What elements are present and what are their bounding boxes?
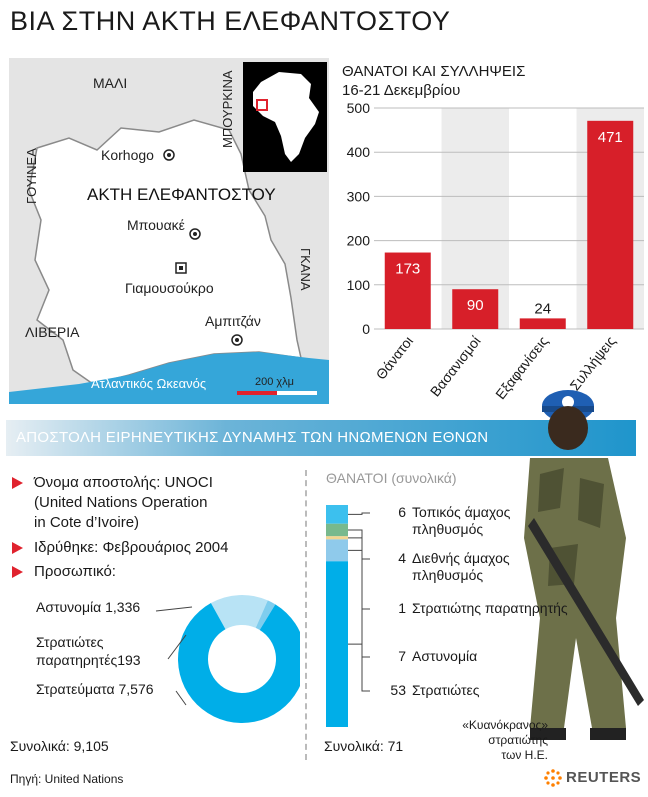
ivory-coast-map bbox=[9, 58, 329, 404]
bar-value-label: 173 bbox=[395, 260, 421, 278]
bar-tick-label: 0 bbox=[362, 321, 370, 337]
bar-category-label: Εξαφανίσεις bbox=[492, 332, 552, 403]
stack-leader-line bbox=[348, 644, 370, 691]
scale-bar-white bbox=[277, 391, 317, 395]
bar-category-label: Βασανισμοί bbox=[426, 332, 484, 400]
mission-name: Όνομα αποστολής: UNOCI bbox=[34, 474, 213, 491]
bar-value-label: 471 bbox=[597, 128, 623, 146]
stack-category-label: Στρατιώτες bbox=[412, 682, 480, 698]
bar-3 bbox=[587, 121, 633, 329]
stack-category-label-2: πληθυσμός bbox=[412, 521, 484, 537]
bar-2 bbox=[520, 318, 566, 329]
donut-label-troops: Στρατεύματα 7,576 bbox=[36, 681, 154, 697]
mission-name-item bbox=[12, 473, 302, 535]
stack-segment-0 bbox=[326, 505, 348, 524]
banner-text: ΑΠΟΣΤΟΛΗ ΕΙΡΗΝΕΥΤΙΚΗΣ ΔΥΝΑΜΗΣ ΤΩΝ ΗΝΩΜΕΝΩΝ ΕΘΝΩΝ bbox=[16, 429, 489, 446]
label-ivory-coast: ΑΚΤΗ ΕΛΕΦΑΝΤΟΣΤΟΥ bbox=[87, 185, 276, 204]
personnel-donut-chart bbox=[0, 585, 300, 760]
page-title: ΒΙΑ ΣΤΗΝ ΑΚΤΗ ΕΛΕΦΑΝΤΟΣΤΟΥ bbox=[10, 6, 451, 36]
label-mali: ΜΑΛΙ bbox=[93, 75, 128, 91]
donut-label-observers-2: παρατηρητές193 bbox=[36, 652, 141, 668]
label-abidjan: Αμπιτζάν bbox=[205, 313, 261, 329]
donut-slices bbox=[178, 595, 300, 723]
stack-value-label: 1 bbox=[398, 600, 406, 616]
personnel-title: Προσωπικό: bbox=[34, 563, 116, 580]
stack-segment-2 bbox=[326, 536, 348, 539]
stack-segment-1 bbox=[326, 524, 348, 537]
section-divider bbox=[305, 470, 307, 760]
label-bouake: Μπουακέ bbox=[127, 217, 185, 233]
caption-line-2: στρατιώτης bbox=[488, 733, 548, 747]
bar-value-label: 24 bbox=[534, 300, 552, 318]
leader-troops bbox=[176, 691, 186, 705]
bullet-triangle-icon bbox=[12, 566, 23, 578]
bullet-triangle-icon bbox=[12, 477, 23, 489]
donut-label-observers-1: Στρατιώτες bbox=[36, 634, 104, 650]
stack-segment-3 bbox=[326, 539, 348, 561]
stack-category-label: Τοπικός άμαχος bbox=[412, 504, 511, 520]
mission-fullname-2: in Cote d’Ivoire) bbox=[34, 514, 140, 531]
donut-total: Συνολικά: 9,105 bbox=[10, 738, 109, 754]
deaths-arrests-chart bbox=[330, 58, 648, 420]
bar-tick-label: 500 bbox=[346, 100, 370, 116]
reuters-wordmark: REUTERS bbox=[566, 769, 642, 786]
stack-leader-line bbox=[348, 538, 370, 609]
donut-label-police: Αστυνομία 1,336 bbox=[36, 599, 141, 615]
stack-value-label: 6 bbox=[398, 504, 406, 520]
soldier-caption bbox=[418, 718, 548, 763]
label-ocean: Ατλαντικός Ωκεανός bbox=[91, 376, 207, 391]
bar-tick-label: 100 bbox=[346, 276, 370, 293]
bar-tick-label: 300 bbox=[346, 188, 370, 205]
deaths-total: Συνολικά: 71 bbox=[324, 738, 404, 754]
label-korhogo: Korhogo bbox=[101, 147, 154, 163]
stack-value-label: 53 bbox=[390, 682, 406, 698]
africa-inset bbox=[243, 62, 327, 172]
label-yamoussoukro: Γιαμουσούκρο bbox=[125, 280, 214, 296]
bar-chart-title: ΘΑΝΑΤΟΙ ΚΑΙ ΣΥΛΛΗΨΕΙΣ bbox=[342, 63, 526, 80]
stack-value-label: 4 bbox=[398, 550, 406, 566]
mission-fullname-1: (United Nations Operation bbox=[34, 494, 208, 511]
mission-founded: Ιδρύθηκε: Φεβρουάριος 2004 bbox=[34, 539, 229, 556]
stack-leader-line bbox=[348, 550, 370, 657]
stack-leader-line bbox=[348, 530, 370, 559]
stack-segment-4 bbox=[326, 561, 348, 727]
scale-label: 200 χλμ bbox=[255, 376, 295, 388]
reuters-logo bbox=[543, 767, 641, 789]
deaths-total-title: ΘΑΝΑΤΟΙ (συνολικά) bbox=[326, 470, 457, 486]
stack-category-label-2: πληθυσμός bbox=[412, 567, 484, 583]
caption-line-1: «Κυανόκρανος» bbox=[462, 718, 548, 732]
personnel-item bbox=[12, 562, 302, 582]
mission-founded-item bbox=[12, 538, 302, 558]
bar-value-label: 90 bbox=[466, 297, 484, 315]
stack-category-label: Στρατιώτης παρατηρητής bbox=[412, 600, 568, 616]
stack-labels bbox=[348, 504, 568, 698]
bar-tick-label: 200 bbox=[346, 232, 370, 249]
bar-tick-label: 400 bbox=[346, 144, 370, 161]
stack-leader-line bbox=[348, 513, 370, 514]
bullet-triangle-icon bbox=[12, 542, 23, 554]
reuters-dots-icon bbox=[543, 768, 563, 788]
bar-category-label: Θάνατοι bbox=[372, 332, 417, 383]
label-burkina: ΜΠΟΥΡΚΙΝΑ bbox=[220, 70, 235, 148]
label-ghana: ΓΚΑΝΑ bbox=[298, 248, 313, 291]
stack-category-label: Διεθνής άμαχος bbox=[412, 550, 510, 566]
bar-chart-subtitle: 16-21 Δεκεμβρίου bbox=[342, 82, 461, 99]
label-liberia: ΛΙΒΕΡΙΑ bbox=[25, 324, 80, 340]
source-note: Πηγή: United Nations bbox=[10, 772, 124, 786]
soldier-head bbox=[548, 406, 588, 450]
stack-category-label: Αστυνομία bbox=[412, 648, 478, 664]
bar-group bbox=[347, 100, 644, 402]
stack-segments bbox=[326, 505, 348, 727]
bar-category-label: Συλλήψεις bbox=[566, 332, 619, 394]
scale-bar-red bbox=[237, 391, 277, 395]
label-guinea: ΓΟΥΙΝΕΑ bbox=[24, 148, 39, 204]
caption-line-3: των Η.Ε. bbox=[501, 748, 548, 762]
leader-police bbox=[156, 607, 192, 611]
stack-value-label: 7 bbox=[398, 648, 406, 664]
